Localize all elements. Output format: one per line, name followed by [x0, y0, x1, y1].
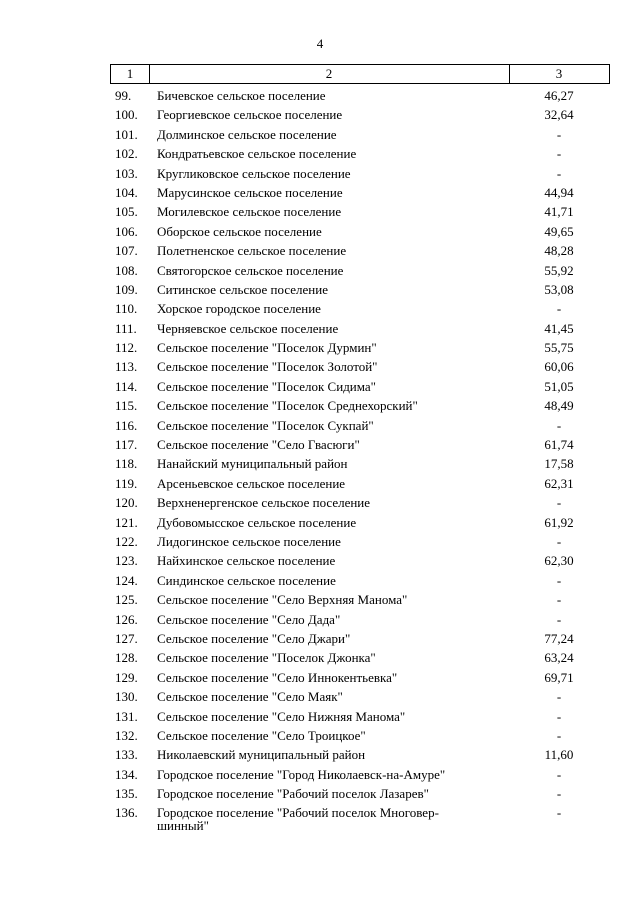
row-number: 130. — [115, 689, 138, 705]
table-row — [0, 493, 640, 512]
table-row — [0, 183, 640, 202]
row-number: 101. — [115, 126, 138, 142]
table-row — [0, 105, 640, 124]
row-settlement-name: Святогорское сельское поселение — [157, 262, 344, 278]
row-value: 62,30 — [544, 553, 574, 569]
table-row — [0, 648, 640, 667]
row-number: 121. — [115, 514, 138, 530]
row-value: 51,05 — [544, 378, 574, 394]
row-number: 104. — [115, 184, 138, 200]
row-settlement-name: Найхинское сельское поселение — [157, 553, 336, 569]
table-row — [0, 803, 640, 837]
table-row — [0, 765, 640, 784]
row-value: 55,75 — [544, 340, 574, 356]
table-row — [0, 745, 640, 764]
row-value: 69,71 — [544, 669, 574, 685]
row-number: 105. — [115, 204, 138, 220]
row-value: 41,45 — [544, 320, 574, 336]
row-value: 11,60 — [544, 747, 574, 763]
row-value: 63,24 — [544, 650, 574, 666]
row-number: 115. — [115, 398, 138, 414]
row-number: 109. — [115, 281, 138, 297]
row-value: - — [556, 572, 562, 588]
row-number: 100. — [115, 107, 138, 123]
row-number: 129. — [115, 669, 138, 685]
row-settlement-name: Сельское поселение "Село Джари" — [157, 630, 351, 646]
row-value: 17,58 — [544, 456, 574, 472]
row-settlement-name: Ситинское сельское поселение — [157, 281, 328, 297]
table-row — [0, 668, 640, 687]
row-number: 117. — [115, 437, 138, 453]
row-number: 102. — [115, 146, 138, 162]
row-number: 132. — [115, 727, 138, 743]
row-settlement-name: Городское поселение "Рабочий поселок Лазарев" — [157, 786, 429, 802]
row-number: 116. — [115, 417, 138, 433]
table-row — [0, 202, 640, 221]
row-number: 125. — [115, 592, 138, 608]
row-number: 111. — [115, 320, 137, 336]
row-value: - — [556, 126, 562, 142]
row-value: 77,24 — [544, 630, 574, 646]
row-value: - — [556, 786, 562, 802]
row-value: 53,08 — [544, 281, 574, 297]
row-settlement-name: Кондратьевское сельское поселение — [157, 146, 357, 162]
row-settlement-name: Верхненергенское сельское поселение — [157, 495, 371, 511]
row-number: 112. — [115, 340, 138, 356]
table-row — [0, 784, 640, 803]
row-settlement-name: Сельское поселение "Село Иннокентьевка" — [157, 669, 398, 685]
column-header-1: 1 — [111, 65, 150, 83]
row-value: 41,71 — [544, 204, 574, 220]
table-row — [0, 726, 640, 745]
row-settlement-name: Хорское городское поселение — [157, 301, 321, 317]
row-settlement-name: Городское поселение "Город Николаевск-на-Амуре" — [157, 766, 446, 782]
row-value: 46,27 — [544, 88, 574, 103]
row-settlement-name: Николаевский муниципальный район — [157, 747, 366, 763]
row-settlement-name: Арсеньевское сельское поселение — [157, 475, 346, 491]
table-header — [110, 64, 610, 84]
row-number: 124. — [115, 572, 138, 588]
column-header-3: 3 — [555, 66, 563, 81]
row-value: 61,74 — [544, 437, 574, 453]
table-row — [0, 396, 640, 415]
table-row — [0, 280, 640, 299]
table-row — [0, 551, 640, 570]
table-row — [0, 629, 640, 648]
row-number: 131. — [115, 708, 138, 724]
row-settlement-name: Сельское поселение "Поселок Сукпай" — [157, 417, 374, 433]
row-value: 62,31 — [544, 475, 574, 491]
row-value: - — [556, 165, 562, 181]
column-header-2: 2 — [149, 65, 510, 83]
row-settlement-name: Бичевское сельское поселение — [157, 88, 326, 103]
row-settlement-name: Дубовомысское сельское поселение — [157, 514, 357, 530]
table-row — [0, 687, 640, 706]
row-number: 119. — [115, 475, 138, 491]
row-number: 122. — [115, 533, 138, 549]
table-row — [0, 513, 640, 532]
row-value: 32,64 — [544, 107, 574, 123]
table-row — [0, 416, 640, 435]
row-number: 118. — [115, 456, 138, 472]
row-number: 123. — [115, 553, 138, 569]
row-number: 128. — [115, 650, 138, 666]
row-number: 127. — [115, 630, 138, 646]
table-body — [0, 86, 640, 837]
row-settlement-name: Сельское поселение "Поселок Среднехорский" — [157, 398, 418, 414]
row-value: - — [556, 592, 562, 608]
row-number: 108. — [115, 262, 138, 278]
row-number: 134. — [115, 766, 138, 782]
table-row — [0, 357, 640, 376]
table-row — [0, 338, 640, 357]
row-value: - — [556, 611, 562, 627]
row-settlement-name: Нанайский муниципальный район — [157, 456, 348, 472]
table-row — [0, 299, 640, 318]
row-number: 106. — [115, 223, 138, 239]
row-value: - — [556, 495, 562, 511]
row-settlement-name: Сельское поселение "Поселок Джонка" — [157, 650, 376, 666]
row-value: - — [556, 146, 562, 162]
row-number: 107. — [115, 243, 138, 259]
row-settlement-name: Сельское поселение "Село Маяк" — [157, 689, 343, 705]
table-row — [0, 571, 640, 590]
row-settlement-name: Городское поселение "Рабочий поселок Многовер- шинный" — [157, 805, 439, 834]
row-number: 135. — [115, 786, 138, 802]
row-value: - — [556, 805, 562, 821]
table-row — [0, 377, 640, 396]
row-value: - — [556, 727, 562, 743]
row-value: 49,65 — [544, 223, 574, 239]
table-row — [0, 532, 640, 551]
row-settlement-name: Сельское поселение "Село Дада" — [157, 611, 341, 627]
row-settlement-name: Оборское сельское поселение — [157, 223, 322, 239]
row-value: - — [556, 533, 562, 549]
row-value: 55,92 — [544, 262, 574, 278]
table-row — [0, 164, 640, 183]
row-number: 103. — [115, 165, 138, 181]
row-value: 48,49 — [544, 398, 574, 414]
row-value: 44,94 — [544, 184, 574, 200]
row-number: 113. — [115, 359, 138, 375]
row-settlement-name: Сельское поселение "Село Нижняя Манома" — [157, 708, 406, 724]
row-value: - — [556, 301, 562, 317]
table-row — [0, 261, 640, 280]
row-number: 133. — [115, 747, 138, 763]
table-row — [0, 144, 640, 163]
table-row — [0, 86, 640, 105]
row-settlement-name: Кругликовское сельское поселение — [157, 165, 351, 181]
page-number: 4 — [316, 36, 324, 51]
row-settlement-name: Сельское поселение "Село Гвасюги" — [157, 437, 360, 453]
row-settlement-name: Могилевское сельское поселение — [157, 204, 342, 220]
row-number: 120. — [115, 495, 138, 511]
row-number: 126. — [115, 611, 138, 627]
row-settlement-name: Лидогинское сельское поселение — [157, 533, 341, 549]
table-row — [0, 454, 640, 473]
table-row — [0, 435, 640, 454]
row-settlement-name: Сельское поселение "Село Верхняя Манома" — [157, 592, 408, 608]
row-settlement-name: Полетненское сельское поселение — [157, 243, 347, 259]
table-row — [0, 610, 640, 629]
row-value: 60,06 — [544, 359, 574, 375]
row-value: - — [556, 766, 562, 782]
row-number: 114. — [115, 378, 138, 394]
table-row — [0, 474, 640, 493]
row-number: 136. — [115, 805, 138, 821]
row-settlement-name: Черняевское сельское поселение — [157, 320, 339, 336]
row-number: 99. — [115, 88, 132, 103]
row-value: - — [556, 708, 562, 724]
table-row — [0, 707, 640, 726]
table-row — [0, 125, 640, 144]
table-row — [0, 590, 640, 609]
row-settlement-name: Долминское сельское поселение — [157, 126, 337, 142]
row-value: 48,28 — [544, 243, 574, 259]
row-value: - — [556, 417, 562, 433]
row-number: 110. — [115, 301, 138, 317]
table-row — [0, 222, 640, 241]
row-settlement-name: Марусинское сельское поселение — [157, 184, 343, 200]
row-settlement-name: Георгиевское сельское поселение — [157, 107, 343, 123]
row-settlement-name: Синдинское сельское поселение — [157, 572, 336, 588]
table-row — [0, 241, 640, 260]
row-value: 61,92 — [544, 514, 574, 530]
table-row — [0, 319, 640, 338]
row-settlement-name: Сельское поселение "Поселок Сидима" — [157, 378, 376, 394]
row-settlement-name: Сельское поселение "Поселок Золотой" — [157, 359, 378, 375]
row-settlement-name: Сельское поселение "Село Троицкое" — [157, 727, 366, 743]
row-value: - — [556, 689, 562, 705]
row-settlement-name: Сельское поселение "Поселок Дурмин" — [157, 340, 377, 356]
